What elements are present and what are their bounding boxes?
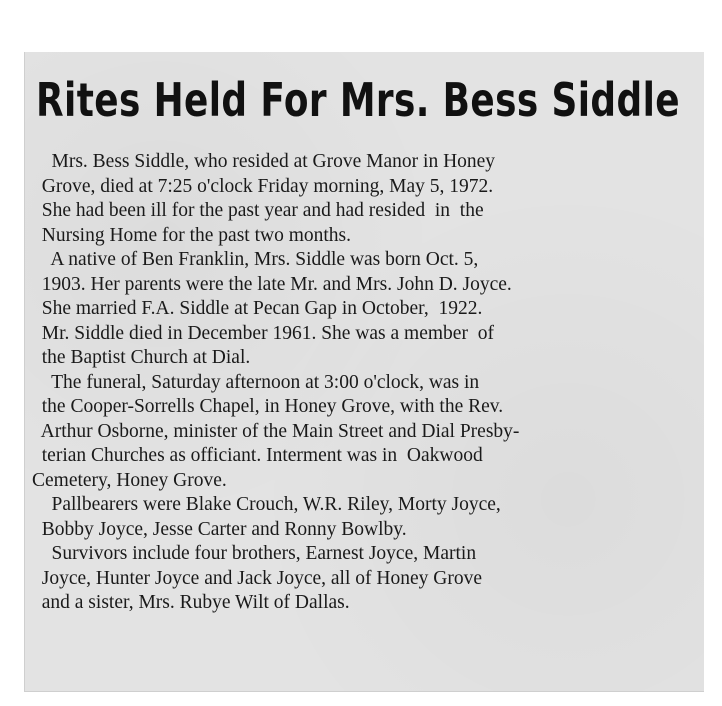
article-line: Joyce, Hunter Joyce and Jack Joyce, all of Honey Grove: [32, 567, 482, 589]
article-line: Bobby Joyce, Jesse Carter and Ronny Bowlby.: [32, 518, 407, 540]
article-line: Mrs. Bess Siddle, who resided at Grove Manor in Honey: [32, 151, 496, 172]
article-line: Pallbearers were Blake Crouch, W.R. Riley, Morty Joyce,: [32, 494, 501, 515]
article-line: A native of Ben Franklin, Mrs. Siddle was born Oct. 5,: [32, 249, 479, 270]
article-body: [32, 150, 712, 616]
article-line: Survivors include four brothers, Earnest Joyce, Martin: [32, 543, 477, 564]
article-line: Grove, died at 7:25 o'clock Friday morning, May 5, 1972.: [32, 175, 494, 197]
article-line: terian Churches as officiant. Interment was in Oakwood: [32, 445, 483, 466]
article-line: Cemetery, Honey Grove.: [32, 469, 227, 491]
article-line: The funeral, Saturday afternoon at 3:00 o'clock, was in: [32, 371, 480, 393]
article-line: the Baptist Church at Dial.: [32, 347, 251, 368]
article-line: Nursing Home for the past two months.: [32, 224, 352, 246]
article-line: 1903. Her parents were the late Mr. and Mrs. John D. Joyce.: [32, 273, 512, 295]
article-line: and a sister, Mrs. Rubye Wilt of Dallas.: [32, 592, 350, 613]
article-line: Mr. Siddle died in December 1961. She was a member of: [32, 322, 494, 344]
article-line: Arthur Osborne, minister of the Main Street and Dial Presby-: [32, 420, 520, 442]
headline: Rites Held For Mrs. Bess Siddle: [36, 73, 680, 127]
article-line: the Cooper-Sorrells Chapel, in Honey Grove, with the Rev.: [32, 396, 504, 417]
article-line: She had been ill for the past year and had resided in the: [32, 200, 484, 221]
article-line: She married F.A. Siddle at Pecan Gap in October, 1922.: [32, 298, 483, 319]
